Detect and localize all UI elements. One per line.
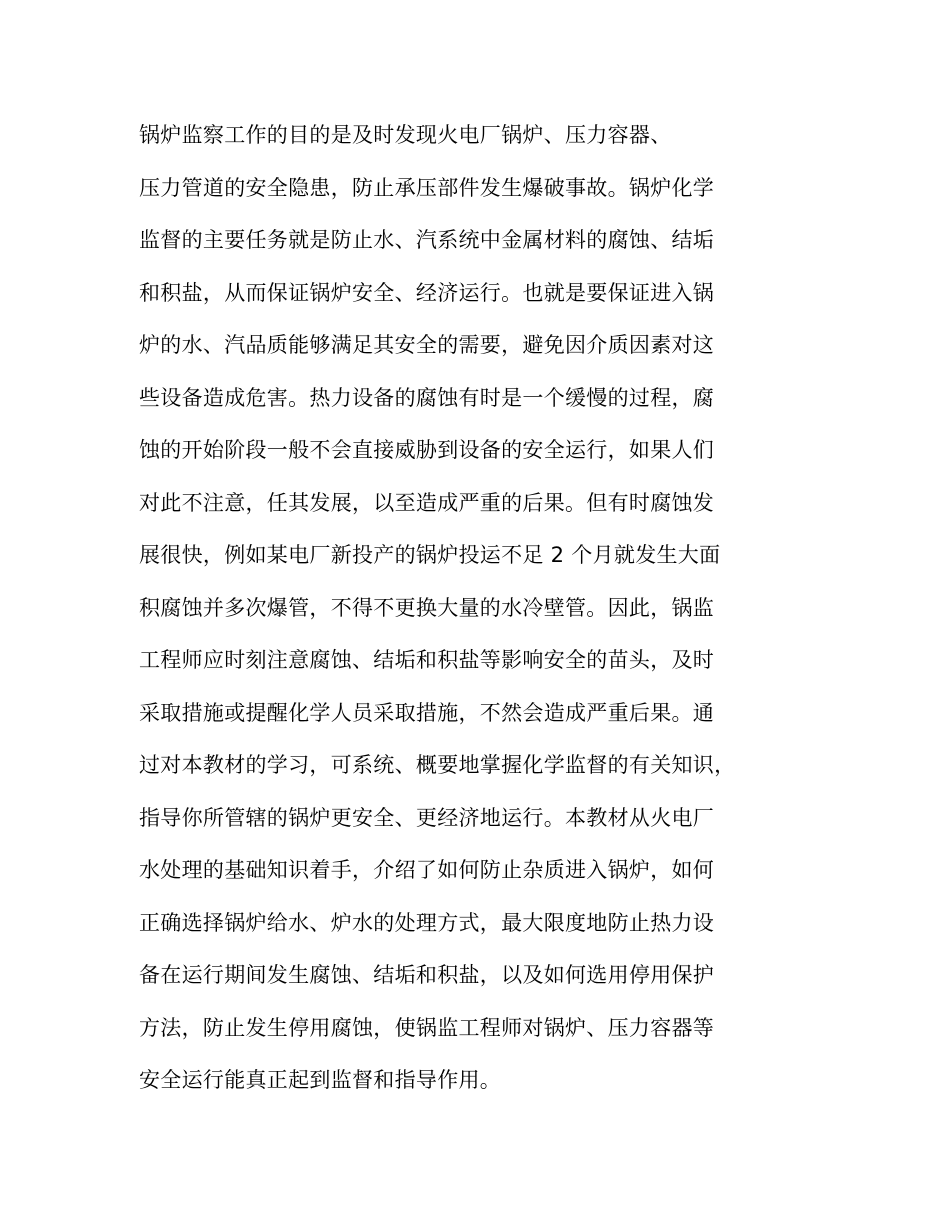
text-line-16: 正确选择锅炉给水、炉水的处理方式，最大限度地防止热力设 [139,910,715,935]
text-line-13: 过对本教材的学习，可系统、概要地掌握化学监督的有关知识， [139,753,736,777]
text-line-15: 水处理的基础知识着手，介绍了如何防止杂质进入锅炉，如何 [139,858,715,882]
text-line-11: 工程师应时刻注意腐蚀、结垢和积盐等影响安全的苗头，及时 [139,648,715,672]
text-line-6: 些设备造成危害。热力设备的腐蚀有时是一个缓慢的过程，腐 [139,385,715,410]
text-line-7: 蚀的开始阶段一般不会直接威胁到设备的安全运行，如果人们 [139,438,715,462]
text-line-3: 监督的主要任务就是防止水、汽系统中金属材料的腐蚀、结垢 [139,228,715,252]
body-paragraph [139,117,819,1115]
text-line-8: 对此不注意，任其发展，以至造成严重的后果。但有时腐蚀发 [139,490,715,515]
text-line-17: 备在运行期间发生腐蚀、结垢和积盐，以及如何选用停用保护 [139,963,715,987]
text-line-14: 指导你所管辖的锅炉更安全、更经济地运行。本教材从火电厂 [139,805,715,830]
text-line-2: 压力管道的安全隐患，防止承压部件发生爆破事故。锅炉化学 [139,175,715,200]
text-line-19: 安全运行能真正起到监督和指导作用。 [139,1068,502,1092]
text-line-1: 锅炉监察工作的目的是及时发现火电厂锅炉、压力容器、 [139,123,672,147]
text-line-18: 方法，防止发生停用腐蚀，使锅监工程师对锅炉、压力容器等 [139,1015,715,1040]
text-line-9: 展很快，例如某电厂新投产的锅炉投运不足 2 个月就发生大面 [139,543,721,567]
text-line-12: 采取措施或提醒化学人员采取措施，不然会造成严重后果。通 [139,700,715,725]
text-line-10: 积腐蚀并多次爆管，不得不更换大量的水冷壁管。因此，锅监 [139,595,715,620]
text-line-5: 炉的水、汽品质能够满足其安全的需要，避免因介质因素对这 [139,333,715,357]
text-line-4: 和积盐，从而保证锅炉安全、经济运行。也就是要保证进入锅 [139,280,715,305]
